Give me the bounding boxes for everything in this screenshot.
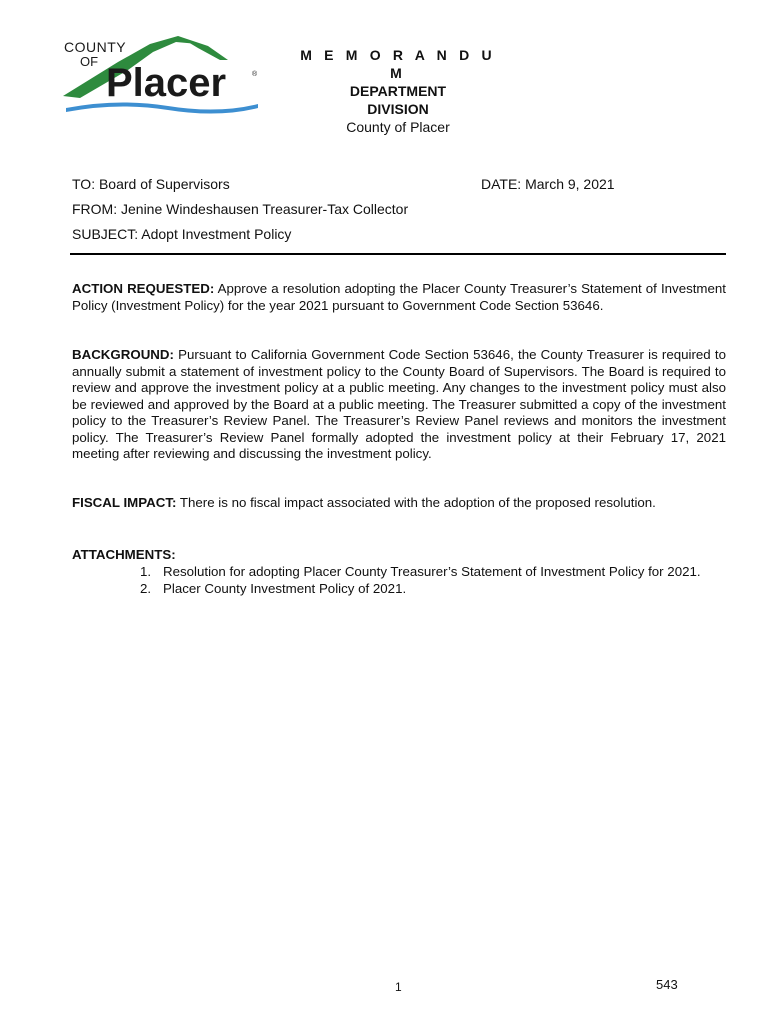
action-requested-label: ACTION REQUESTED: [72,281,215,296]
attachment-number: 1. [140,564,152,579]
action-requested-text: Approve a resolution adopting the Placer County Treasurer’s Statement of Investment Policy (Investment Policy) for the year 2021 pursuant to Government Code Section 53646. [72,281,726,313]
header-divider [70,253,726,255]
to-line: TO: Board of Supervisors [72,176,230,192]
logo-county-text: COUNTY [64,39,127,55]
from-line: FROM: Jenine Windeshausen Treasurer-Tax Collector [72,201,409,217]
attachment-text: Placer County Investment Policy of 2021. [163,581,407,596]
attachment-item [140,563,701,580]
background-text: Pursuant to California Government Code Section 53646, the County Treasurer is required to annually submit a statement of investment policy to the County Board of Supervisors. The Board is required to review and approve the investment policy at a public meeting. Any changes to the investment policy must also be reviewed and approved by the Board at a public meeting. The Treasurer submitted a copy of the investment policy to the Treasurer’s Review Panel. The Treasurer’s Review Panel reviews and monitors the investment policy. The Treasurer’s Review Panel formally adopted the investment policy at their February 17, 2021 meeting after reviewing and discussing the investment policy. [72,347,726,461]
memo-department: DEPARTMENT [349,83,447,99]
county-logo [58,34,263,120]
page-number: 1 [395,980,402,994]
action-requested-paragraph [72,281,726,314]
fiscal-impact-label: FISCAL IMPACT: [72,495,177,510]
attachment-item [140,580,701,597]
fiscal-impact-paragraph [72,495,726,512]
background-paragraph [72,347,726,463]
subject-line: SUBJECT: Adopt Investment Policy [72,226,292,242]
svg-text:®: ® [252,71,258,78]
attachment-text: Resolution for adopting Placer County Treasurer’s Statement of Investment Policy for 2021. [163,564,701,579]
memo-title: M E M O R A N D U M [300,47,496,81]
fiscal-impact-text: There is no fiscal impact associated with the adoption of the proposed resolution. [179,495,656,510]
memo-org: County of Placer [346,119,450,135]
document-number: 543 [656,977,678,992]
memo-heading [298,46,498,137]
logo-placer-text: Placer [106,61,227,105]
attachments-label: ATTACHMENTS: [72,547,176,562]
date-line: DATE: March 9, 2021 [481,176,615,192]
attachments-list [140,563,701,597]
attachment-number: 2. [140,581,152,596]
memo-division: DIVISION [367,101,429,117]
logo-of-text: OF [80,54,99,69]
background-label: BACKGROUND: [72,347,174,362]
